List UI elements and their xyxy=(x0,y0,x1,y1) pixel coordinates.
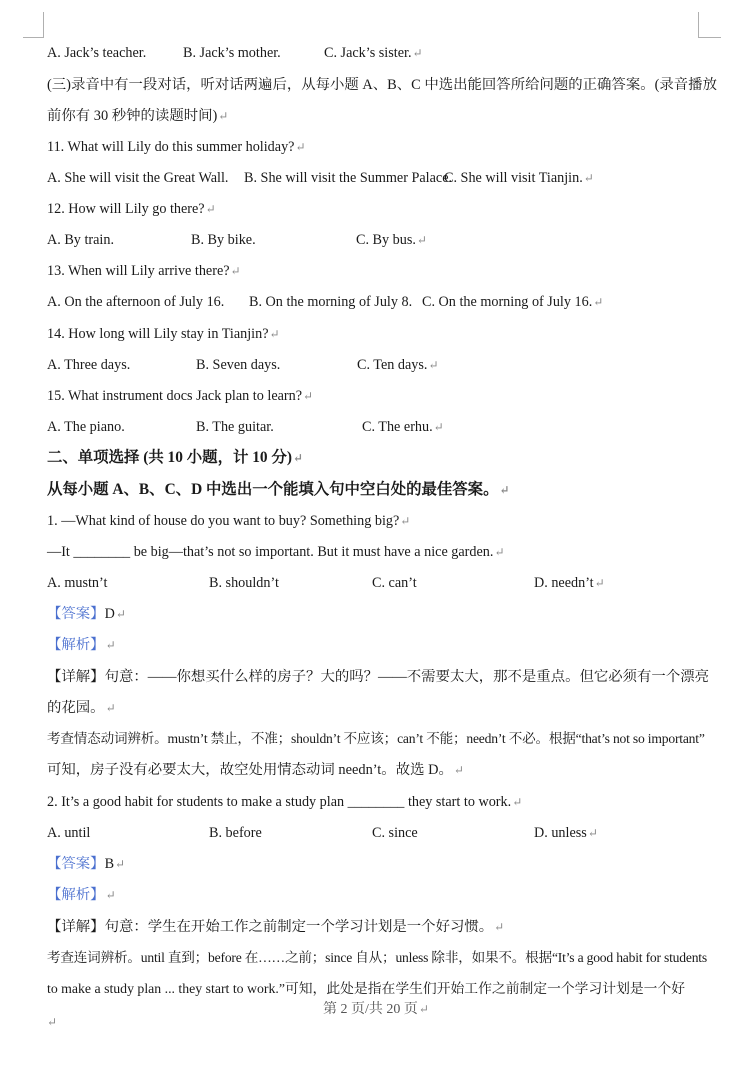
q12-option-c: C. By bus.↵ xyxy=(356,232,427,248)
q14-option-b: B. Seven days. xyxy=(196,357,281,373)
mc1-line1: 1. —What kind of house do you want to buy? Something big?↵ xyxy=(47,513,411,529)
mc1-explanation-line1: 考查情态动词辨析。mustn’t 禁止，不准；shouldn’t 不应该；can’t 不能；needn’t 不必。根据“that’s not so important” xyxy=(47,731,705,746)
mc2-answer: 【答案】B↵ xyxy=(47,856,126,872)
page-footer: 第 2 页/共 20 页↵ xyxy=(323,1002,429,1017)
mc1-option-b: B. shouldn’t xyxy=(209,575,279,591)
q14-option-a: A. Three days. xyxy=(47,357,131,373)
mc2-explanation-line2: to make a study plan ... they start to work.”可知，此处是指在学生们开始工作之前制定一个学习计划是一个好 xyxy=(47,981,686,996)
q14-question: 14. How long will Lily stay in Tianjin?↵ xyxy=(47,326,280,342)
part2-instruction: 从每小题 A、B、C、D 中选出一个能填入句中空白处的最佳答案。↵ xyxy=(47,481,510,498)
mc1-analysis: 【解析】↵ xyxy=(47,637,116,653)
q11-option-c: C. She will visit Tianjin.↵ xyxy=(444,170,594,186)
section3-instruction-line1: (三)录音中有一段对话，听对话两遍后，从每小题 A、B、C 中选出能回答所给问题的正确答案。(录音播放 xyxy=(47,77,717,93)
q10-option-b: B. Jack’s mother. xyxy=(183,45,281,61)
q13-question: 13. When will Lily arrive there?↵ xyxy=(47,263,241,279)
mc2-option-c: C. since xyxy=(372,825,418,841)
mc2-option-b: B. before xyxy=(209,825,262,841)
mc1-option-d: D. needn’t↵ xyxy=(534,575,605,591)
q13-option-c: C. On the morning of July 16.↵ xyxy=(422,294,604,310)
mc1-option-c: C. can’t xyxy=(372,575,417,591)
q11-option-a: A. She will visit the Great Wall. xyxy=(47,170,229,186)
mc1-answer: 【答案】D↵ xyxy=(47,606,126,622)
q12-option-a: A. By train. xyxy=(47,232,114,248)
mc1-line2: —It ________ be big—that’s not so important. But it must have a nice garden.↵ xyxy=(47,544,505,560)
q15-option-b: B. The guitar. xyxy=(196,419,274,435)
part2-title: 二、单项选择 (共 10 小题，计 10 分)↵ xyxy=(47,449,304,466)
section3-instruction-line2: 前你有 30 秒钟的读题时间)↵ xyxy=(47,108,229,124)
q15-option-a: A. The piano. xyxy=(47,419,125,435)
q15-option-c: C. The erhu.↵ xyxy=(362,419,444,435)
q14-option-c: C. Ten days.↵ xyxy=(357,357,439,373)
mc2-detail-line1: 【详解】句意：学生在开始工作之前制定一个学习计划是一个好习惯。↵ xyxy=(47,919,505,935)
mc2-analysis: 【解析】↵ xyxy=(47,887,116,903)
q13-option-b: B. On the morning of July 8. xyxy=(249,294,413,310)
q11-question: 11. What will Lily do this summer holiday?↵ xyxy=(47,139,306,155)
mc1-detail-line1: 【详解】句意：——你想买什么样的房子？大的吗？——不需要太大，那不是重点。但它必须有一个漂亮 xyxy=(47,669,709,685)
mc2-option-a: A. until xyxy=(47,825,91,841)
mc1-detail-line2: 的花园。↵ xyxy=(47,700,116,716)
mc2-option-d: D. unless↵ xyxy=(534,825,598,841)
mc1-explanation-line2: 可知，房子没有必要太大，故空处用情态动词 needn’t。故选 D。↵ xyxy=(47,762,464,778)
paragraph-mark: ↵ xyxy=(47,1015,58,1029)
mc1-option-a: A. mustn’t xyxy=(47,575,108,591)
q10-option-a: A. Jack’s teacher. xyxy=(47,45,147,61)
page-corner-mark-top-left xyxy=(23,12,44,38)
mc2-explanation-line1: 考查连词辨析。until 直到；before 在……之前；since 自从；unless 除非，如果不。根据“It’s a good habit for students xyxy=(47,950,707,965)
mc2-line1: 2. It’s a good habit for students to make a study plan ________ they start to work.↵ xyxy=(47,794,523,810)
q10-option-c: C. Jack’s sister.↵ xyxy=(324,45,423,61)
q12-question: 12. How will Lily go there?↵ xyxy=(47,201,216,217)
q12-option-b: B. By bike. xyxy=(191,232,256,248)
q15-question: 15. What instrument docs Jack plan to learn?↵ xyxy=(47,388,314,404)
page-corner-mark-top-right xyxy=(698,12,721,38)
q11-option-b: B. She will visit the Summer Palace. xyxy=(244,170,453,186)
q13-option-a: A. On the afternoon of July 16. xyxy=(47,294,225,310)
